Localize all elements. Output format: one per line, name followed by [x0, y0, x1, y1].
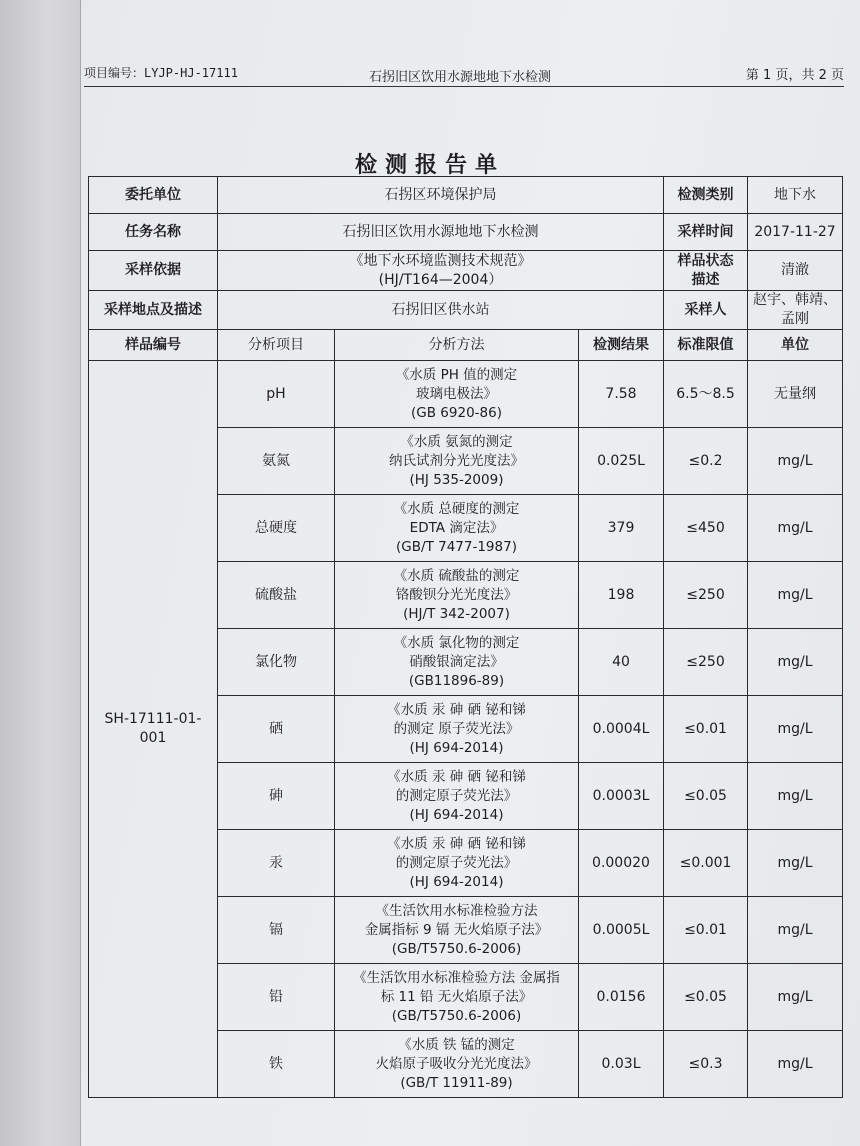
standard-limit: ≤250	[664, 562, 748, 629]
test-result: 0.0004L	[579, 696, 664, 763]
standard-limit: ≤0.01	[664, 897, 748, 964]
unit: mg/L	[748, 696, 843, 763]
page-info: 第 1 页，共 2 页	[745, 68, 844, 83]
method-line: 硝酸银滴定法》	[409, 653, 504, 670]
type-label: 检测类别	[664, 177, 748, 214]
method-line: 火焰原子吸收分光光度法》	[375, 1055, 538, 1072]
method-line: 《水质 汞 砷 硒 铋和锑	[387, 835, 526, 852]
unit: mg/L	[748, 830, 843, 897]
method-line: (HJ 535-2009)	[409, 471, 504, 488]
basis-standard-code: (HJ/T164—2004）	[378, 271, 503, 288]
standard-limit: ≤0.05	[664, 763, 748, 830]
test-result: 40	[579, 629, 664, 696]
report-title: 检测报告单	[354, 153, 505, 178]
col-result: 检测结果	[579, 330, 664, 361]
col-method: 分析方法	[335, 330, 579, 361]
method-line: (HJ 694-2014)	[409, 806, 504, 823]
column-header-row	[89, 330, 843, 361]
sampler-value: 赵宇、韩靖、孟刚	[748, 291, 843, 330]
task-label: 任务名称	[89, 214, 218, 251]
method-line: (GB/T5750.6-2006)	[391, 1007, 522, 1024]
method-line: (GB/T 11911-89)	[400, 1074, 513, 1091]
analysis-item: 铅	[218, 964, 335, 1031]
method-line: 《水质 汞 砷 硒 铋和锑	[387, 768, 526, 785]
standard-limit: 6.5～8.5	[664, 361, 748, 428]
method-line: 的测定 原子荧光法》	[393, 720, 520, 737]
analysis-item: 氯化物	[218, 629, 335, 696]
status-label	[664, 251, 748, 291]
analysis-item: 砷	[218, 763, 335, 830]
unit: mg/L	[748, 629, 843, 696]
unit: mg/L	[748, 763, 843, 830]
header-title: 石拐旧区饮用水源地地下水检测	[369, 70, 552, 85]
analysis-item: 氨氮	[218, 428, 335, 495]
location-value: 石拐旧区供水站	[218, 291, 664, 330]
unit: mg/L	[748, 964, 843, 1031]
test-result: 0.0005L	[579, 897, 664, 964]
test-result: 198	[579, 562, 664, 629]
standard-limit: ≤0.001	[664, 830, 748, 897]
status-label-line2: 描述	[691, 271, 720, 288]
info-row-task	[89, 214, 843, 251]
method-line: 玻璃电极法》	[416, 385, 497, 402]
analysis-method	[335, 897, 579, 964]
info-row-basis	[89, 251, 843, 291]
basis-value	[218, 251, 664, 291]
method-line: (GB/T5750.6-2006)	[391, 940, 522, 957]
method-line: 的测定原子荧光法》	[395, 787, 518, 804]
analysis-method	[335, 696, 579, 763]
method-line: 《生活饮用水标准检验方法	[375, 902, 538, 919]
analysis-method	[335, 964, 579, 1031]
sample-number: SH-17111-01-001	[89, 361, 218, 1098]
info-row-client	[89, 177, 843, 214]
analysis-method	[335, 629, 579, 696]
analysis-item: pH	[218, 361, 335, 428]
basis-standard-name: 《地下水环境监测技术规范》	[349, 252, 532, 269]
sampler-label: 采样人	[664, 291, 748, 330]
table-row	[89, 361, 843, 428]
analysis-method	[335, 495, 579, 562]
method-line: 《水质 硫酸盐的测定	[393, 567, 520, 584]
method-line: 《水质 铁 锰的测定	[398, 1036, 515, 1053]
method-line: EDTA 滴定法》	[409, 519, 504, 536]
task-value: 石拐旧区饮用水源地地下水检测	[218, 214, 664, 251]
unit: mg/L	[748, 428, 843, 495]
method-line: 纳氏试剂分光光度法》	[389, 452, 524, 469]
project-number: 项目编号：LYJP-HJ-17111	[84, 66, 238, 80]
method-line: 金属指标 9 镉 无火焰原子法》	[364, 921, 549, 938]
analysis-method	[335, 830, 579, 897]
method-line: (HJ 694-2014)	[409, 739, 504, 756]
location-label: 采样地点及描述	[89, 291, 218, 330]
analysis-method	[335, 1031, 579, 1098]
analysis-item: 硫酸盐	[218, 562, 335, 629]
col-sample-no: 样品编号	[89, 330, 218, 361]
method-line: 《水质 总硬度的测定	[393, 500, 520, 517]
standard-limit: ≤0.05	[664, 964, 748, 1031]
method-line: 的测定原子荧光法》	[395, 854, 518, 871]
analysis-item: 硒	[218, 696, 335, 763]
analysis-item: 总硬度	[218, 495, 335, 562]
method-line: 《生活饮用水标准检验方法 金属指	[353, 969, 560, 986]
method-line: (HJ/T 342-2007)	[403, 605, 510, 622]
test-result: 7.58	[579, 361, 664, 428]
status-label-line1: 样品状态	[677, 252, 734, 269]
test-result: 0.0003L	[579, 763, 664, 830]
standard-limit: ≤0.01	[664, 696, 748, 763]
standard-limit: ≤250	[664, 629, 748, 696]
type-value: 地下水	[748, 177, 843, 214]
report-table	[88, 176, 843, 1098]
test-result: 379	[579, 495, 664, 562]
test-result: 0.03L	[579, 1031, 664, 1098]
standard-limit: ≤0.3	[664, 1031, 748, 1098]
unit: mg/L	[748, 562, 843, 629]
unit: mg/L	[748, 495, 843, 562]
unit: mg/L	[748, 897, 843, 964]
standard-limit: ≤450	[664, 495, 748, 562]
basis-label: 采样依据	[89, 251, 218, 291]
method-line: (GB/T 7477-1987)	[396, 538, 517, 555]
method-line: 铬酸钡分光光度法》	[395, 586, 518, 603]
test-result: 0.025L	[579, 428, 664, 495]
col-unit: 单位	[748, 330, 843, 361]
analysis-method	[335, 361, 579, 428]
analysis-method	[335, 562, 579, 629]
client-label: 委托单位	[89, 177, 218, 214]
method-line: (GB 6920-86)	[411, 404, 502, 421]
sampling-time-label: 采样时间	[664, 214, 748, 251]
sampling-time-value: 2017-11-27	[748, 214, 843, 251]
info-row-location	[89, 291, 843, 330]
method-line: (GB11896-89)	[408, 672, 505, 689]
analysis-item: 镉	[218, 897, 335, 964]
analysis-method	[335, 428, 579, 495]
unit: 无量纲	[748, 361, 843, 428]
test-result: 0.00020	[579, 830, 664, 897]
analysis-item: 铁	[218, 1031, 335, 1098]
unit: mg/L	[748, 1031, 843, 1098]
method-line: 《水质 汞 砷 硒 铋和锑	[387, 701, 526, 718]
page-header	[84, 60, 844, 87]
method-line: 《水质 氨氮的测定	[400, 433, 513, 450]
col-limit: 标准限值	[664, 330, 748, 361]
client-value: 石拐区环境保护局	[218, 177, 664, 214]
method-line: 《水质 PH 值的测定	[395, 366, 518, 383]
col-item: 分析项目	[218, 330, 335, 361]
standard-limit: ≤0.2	[664, 428, 748, 495]
method-line: 标 11 铅 无火焰原子法》	[380, 988, 533, 1005]
analysis-item: 汞	[218, 830, 335, 897]
test-result: 0.0156	[579, 964, 664, 1031]
method-line: (HJ 694-2014)	[409, 873, 504, 890]
method-line: 《水质 氯化物的测定	[393, 634, 520, 651]
analysis-method	[335, 763, 579, 830]
status-value: 清澈	[748, 251, 843, 291]
